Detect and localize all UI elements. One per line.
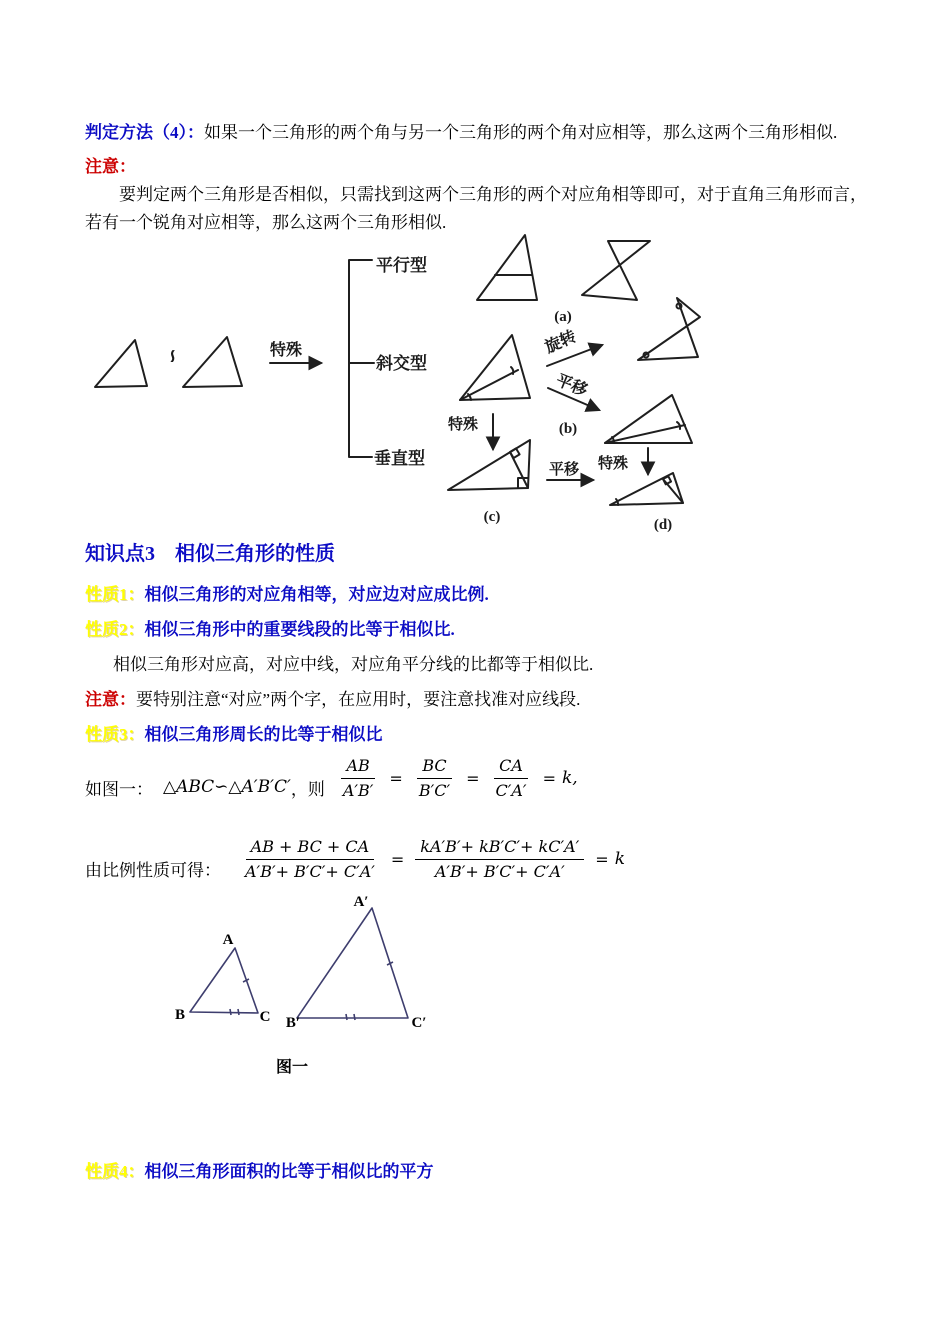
prop4-text: 相似三角形面积的比等于相似比的平方	[144, 1162, 434, 1181]
formula1-then: ，则	[290, 779, 325, 799]
similar-triangles-figure	[160, 888, 450, 1048]
prop2-text: 相似三角形中的重要线段的比等于相似比.	[144, 620, 455, 639]
bowtie-figure	[582, 241, 650, 300]
vertex-a1-label: A′	[353, 894, 369, 910]
rotate-arrow-label: 旋转	[542, 328, 579, 357]
note2-line	[85, 686, 580, 714]
vertex-c-label: C	[259, 1009, 271, 1025]
special-down-label-right: 特殊	[598, 456, 629, 472]
branch-vertical-label: 垂直型	[374, 449, 425, 468]
note2-text: 要特别注意“对应”两个字，在应用时，要注意找准对应线段.	[136, 690, 581, 709]
para1-line1: 要判定两个三角形是否相似，只需找到这两个三角形的两个对应角相等即可，对于直角三角形而言，	[119, 185, 867, 204]
stage-c-label: (c)	[483, 509, 501, 525]
figure1-shapes	[190, 908, 408, 1020]
fraction-sum-right: $\frac{kA'B'+ kB'C'+ kC'A'}{A'B'+ B'C'+ C'A'}$	[415, 837, 584, 882]
prop1-label: 性质1：	[85, 585, 145, 604]
fraction-ab: $\frac{AB}{A'B'}$	[342, 755, 374, 800]
formula1-prefix: 如图一：	[85, 779, 153, 799]
note1-line	[85, 153, 136, 181]
equals-sign: =	[466, 768, 480, 788]
vertex-a-label: A	[222, 932, 234, 948]
vertex-c1-label: C′	[411, 1015, 427, 1031]
equals-sign: =	[390, 849, 405, 869]
bowtie-rotated-figure	[638, 298, 700, 360]
prop3-line	[85, 721, 383, 749]
stage-d-label: (d)	[653, 517, 673, 533]
method4-text: 如果一个三角形的两个角与另一个三角形的两个角对应相等，那么这两个三角形相似.	[204, 123, 838, 142]
translate-arrow-label2: 平移	[549, 462, 580, 478]
para1-line2: 若有一个锐角对应相等，那么这两个三角形相似.	[85, 213, 447, 232]
equals-sign: =	[542, 768, 556, 788]
formula1-relation: △ABC∽△A′B′C′	[163, 777, 291, 797]
prop1-text: 相似三角形的对应角相等，对应边对应成比例.	[144, 585, 489, 604]
section-heading: 知识点3 相似三角形的性质	[85, 543, 335, 565]
prop3-label: 性质3：	[85, 725, 145, 744]
fraction-ca: $\frac{CA}{C'A'}$	[495, 755, 527, 800]
prop3-text: 相似三角形周长的比等于相似比	[144, 725, 383, 744]
special-down-label-left: 特殊	[448, 417, 479, 433]
equals-sign: =	[595, 849, 609, 869]
equals-sign: =	[389, 768, 403, 788]
note2-label: 注意：	[85, 690, 136, 709]
similar-triangle-small	[95, 340, 147, 387]
classification-diagram	[85, 228, 785, 535]
comma: ,	[572, 768, 578, 788]
ratio-k: k	[561, 768, 573, 788]
fraction-sum-left: $\frac{AB + BC + CA}{A'B'+ B'C'+ C'A'}$	[245, 836, 375, 881]
branch-oblique-label: 斜交型	[376, 354, 427, 373]
translate-arrow-label: 平移	[553, 371, 590, 400]
vertex-b1-label: B′	[285, 1015, 301, 1031]
prop4-line	[85, 1158, 434, 1186]
prop2-line	[85, 616, 455, 644]
stage-a-label: (a)	[554, 309, 572, 325]
figure1-caption: 图一	[276, 1059, 309, 1076]
similar-symbol: ∽	[163, 348, 183, 364]
proportion-property-formula	[85, 828, 625, 890]
ratio-k: k	[614, 849, 625, 869]
method4-label: 判定方法（4）：	[85, 123, 204, 142]
prop1-line	[85, 581, 489, 609]
stage-b-label: (b)	[558, 421, 578, 437]
para2-line: 相似三角形对应高，对应中线，对应角平分线的比都等于相似比.	[113, 655, 594, 674]
vertex-b-label: B	[174, 1007, 186, 1023]
special-arrow-label: 特殊	[270, 342, 303, 359]
perimeter-ratio-formula	[85, 747, 578, 809]
parallel-type-triangle	[477, 235, 537, 300]
prop4-label: 性质4：	[85, 1162, 145, 1181]
method4-line	[85, 119, 837, 147]
prop2-label: 性质2：	[85, 620, 145, 639]
branch-parallel-label: 平行型	[376, 256, 427, 275]
oblique-type-triangle	[460, 335, 530, 400]
similar-triangle-large	[183, 337, 242, 387]
triangle-abc	[190, 948, 258, 1013]
figure1-labels	[175, 894, 427, 1031]
branch-bracket	[349, 260, 374, 457]
note1-label: 注意：	[85, 157, 136, 176]
fraction-bc: $\frac{BC}{B'C'}$	[418, 755, 451, 800]
oblique-type-translated	[605, 395, 692, 443]
formula2-prefix: 由比例性质可得：	[85, 860, 221, 880]
